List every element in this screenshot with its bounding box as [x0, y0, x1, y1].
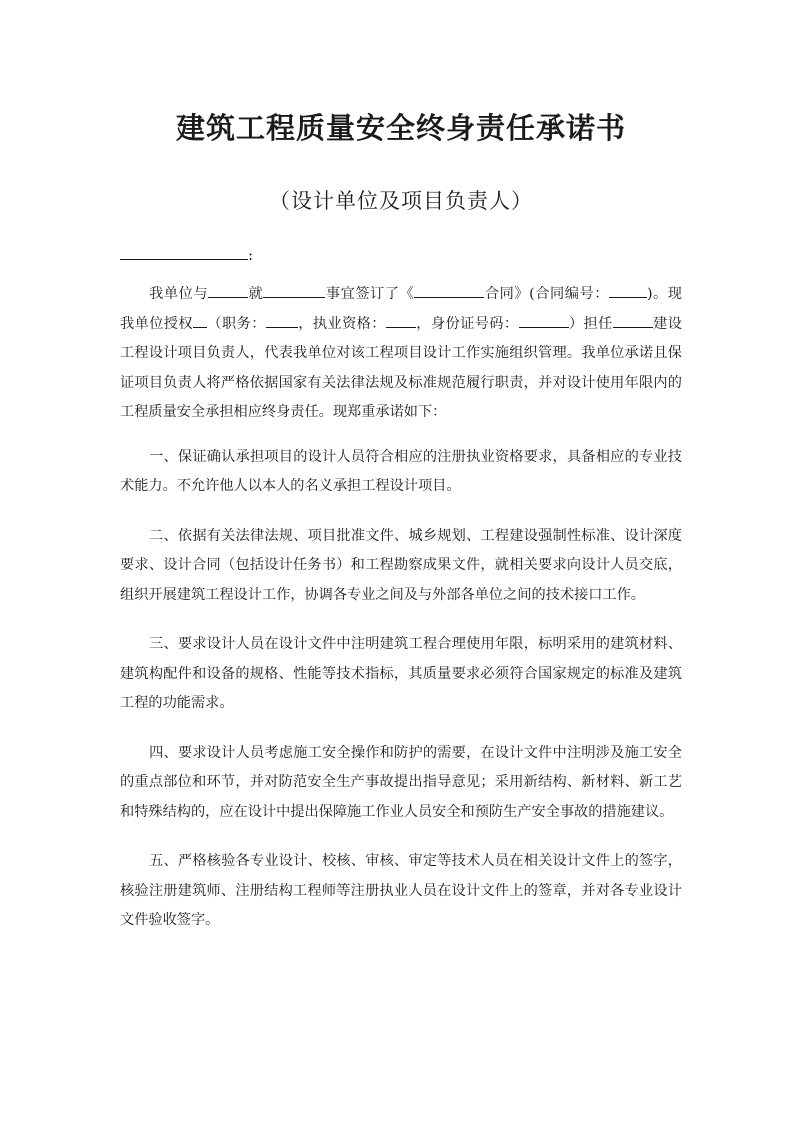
intro-text-5: )。现我单位授权: [120, 286, 682, 332]
blank-position: [266, 312, 298, 328]
blank-project-title: [613, 312, 653, 328]
intro-text-2: 就: [248, 286, 264, 302]
addressee-blank: [120, 244, 248, 260]
intro-text-8: ，身份证号码：: [415, 315, 519, 332]
clause-3: 三、要求设计人员在设计文件中注明建筑工程合理使用年限，标明采用的建筑材料、建筑构配件和设备的规格、性能等技术指标，其质量要求必须符合国家规定的标准及建筑工程的功能需求。: [120, 636, 682, 711]
blank-contract-name: [414, 282, 484, 298]
intro-text-3: 事宜签订了《: [325, 286, 415, 302]
blank-project: [263, 282, 325, 298]
blank-id-number: [519, 312, 569, 328]
blank-authorized-person: [193, 312, 207, 328]
blank-contract-number: [609, 282, 647, 298]
intro-text-1: 我单位与: [149, 286, 209, 302]
intro-paragraph: [120, 280, 682, 428]
document-body: [120, 280, 682, 956]
clause-2: 二、依据有关法律法规、项目批准文件、城乡规划、工程建设强制性标准、设计深度要求、设计合同（包括设计任务书）和工程勘察成果文件，就相关要求向设计人员交底，组织开展建筑工程设计工作，协调各专业之间及与外部各单位之间的技术接口工作。: [120, 527, 682, 603]
intro-text-10: 建设工程设计项目负责人，代表我单位对该工程项目设计工作实施组织管理。我单位承诺且保证项目负责人将严格依据国家有关法律法规及标准规范履行职责，并对设计使用年限内的工程质量安全承担相应终身责任。现郑重承诺如下：: [120, 315, 682, 420]
intro-text-6: （职务：: [207, 315, 266, 332]
clause-1: 一、保证确认承担项目的设计人员符合相应的注册执业资格要求，具备相应的专业技术能力。不允许他人以本人的名义承担工程设计项目。: [120, 448, 682, 494]
clause-4: 四、要求设计人员考虑施工安全操作和防护的需要，在设计文件中注明涉及施工安全的重点部位和环节，并对防范安全生产事故提出指导意见；采用新结构、新材料、新工艺和特殊结构的，应在设计中提出保障施工作业人员安全和预防生产安全事故的措施建议。: [120, 744, 682, 820]
intro-text-4: 合同》(合同编号：: [484, 286, 609, 302]
blank-party: [208, 282, 248, 298]
intro-text-9: ）担任: [568, 315, 613, 332]
blank-qualification: [386, 312, 416, 328]
intro-text-7: ，执业资格：: [297, 315, 386, 332]
addressee-line: [120, 244, 253, 266]
document-title: 建筑工程质量安全终身责任承诺书: [175, 111, 626, 145]
clause-5: 五、严格核验各专业设计、校核、审核、审定等技术人员在相关设计文件上的签字，核验注册建筑师、注册结构工程师等注册执业人员在设计文件上的签章，并对各专业设计文件验收签字。: [120, 853, 682, 928]
addressee-colon: :: [248, 246, 254, 264]
document-subtitle: （设计单位及项目负责人）: [269, 189, 533, 213]
